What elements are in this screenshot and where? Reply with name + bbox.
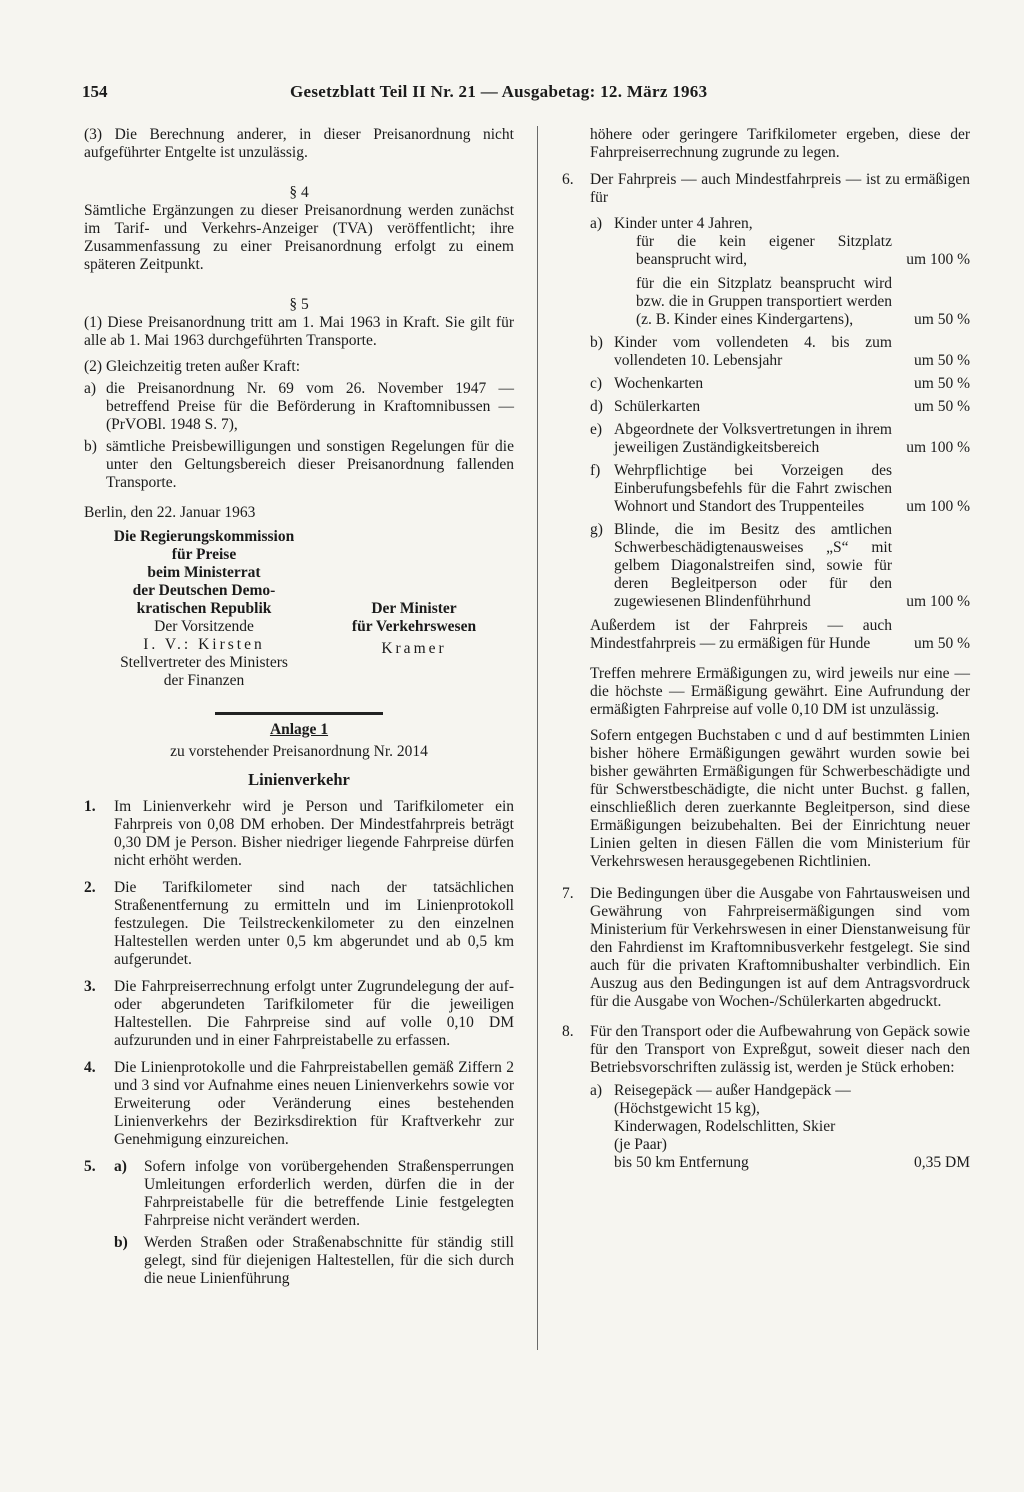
rate-b — [590, 334, 970, 370]
rate-value: um 50 % — [914, 352, 970, 369]
item-8-a-line-4: (je Paar) — [614, 1136, 667, 1153]
item-5-body — [114, 1158, 514, 1288]
item-number: 2. — [84, 879, 96, 896]
rate-c — [590, 375, 970, 393]
fee-distance: bis 50 km Entfernung — [614, 1154, 749, 1171]
item-6 — [562, 171, 970, 871]
rate-g — [590, 521, 970, 611]
item-text: Die Tarifkilometer sind nach der tatsächlichen Straßenentfernung zu ermitteln und im Linienprotokoll festzulegen. Die Teilstreckenkilometer zu den einzelnen Haltestellen werden unter 0,5 km abgerundet und ab 0,5 km aufgerundet. — [114, 879, 514, 968]
item-6-body — [590, 171, 970, 871]
rate-row — [614, 398, 970, 416]
section-5-item-b — [84, 438, 514, 492]
item-number: 7. — [562, 885, 574, 902]
rate-label: a) — [590, 1082, 603, 1099]
item-8-a-body — [614, 1082, 970, 1172]
sig-left-line-9: der Finanzen — [163, 672, 245, 689]
item-8 — [562, 1023, 970, 1172]
item-number: 6. — [562, 171, 574, 188]
rate-label: a) — [590, 215, 603, 232]
item-text: Sofern infolge von vorübergehenden Straßensperrungen Umleitungen erforderlich werden, dürfen die in der Fahrpreistabelle für die betreffende Linie festgelegten Fahrpreise nicht verändert werden. — [144, 1158, 514, 1229]
rate-d — [590, 398, 970, 416]
right-column — [562, 126, 970, 1172]
item-text: Die Bedingungen über die Ausgabe von Fahrtausweisen und Gewährung von Fahrpreisermäßigungen sind vom Ministerium für Verkehrswesen in einer Dienstanweisung für den Fahrdienst im Kraftomnibusverkehr festgelegt. Sie sind auch für die privaten Kraftomnibushalter verbindlich. Ein Auszug aus den Bedingungen ist auf dem Antragsvordruck für die Ausgabe von Wochen-/Schülerkarten abgedruckt. — [590, 885, 970, 1010]
sig-left-line-7: I. V.: Kirsten — [143, 636, 265, 653]
sig-right-line-2: für Verkehrswesen — [351, 618, 477, 635]
rate-label: e) — [590, 421, 603, 438]
sig-left-line-8: Stellvertreter des Ministers — [120, 654, 288, 671]
signature-left — [84, 528, 324, 690]
rate-a-2 — [614, 275, 970, 329]
page-number: 154 — [82, 82, 108, 101]
item-7 — [562, 885, 970, 1011]
rate-text: Wehrpflichtige bei Vorzeigen des Einberufungsbefehls für die Fahrt zwischen Wohnort und Standort des Truppenteiles — [614, 462, 892, 515]
item-text: Die Linienprotokolle und die Fahrpreistabellen gemäß Ziffern 2 und 3 sind vor Aufnahme eines neuen Linienverkehrs sowie vor Erweiterung oder Veränderung eines bestehenden Linienverkehrs der Bezirksdirektion für Kraftverkehr zur Genehmigung einzureichen. — [114, 1059, 514, 1148]
paragraph-sofern: Sofern entgegen Buchstaben c und d auf bestimmten Linien bisher höhere Ermäßigungen gewährt wurden sowie bei bisher gewährten Ermäßigungen für Schwerbeschädigte und für Schwerstbeschädigte, die nicht unter Buchst. g fallen, einschließlich deren zuerkannte Begleitperson, sind diese Ermäßigungen beizubehalten. Bei der Einrichtung neuer Linien gelten in diesen Fällen die vom Ministerium für Verkehrswesen herausgegebenen Richtlinien. — [590, 727, 970, 870]
section-title: Linienverkehr — [248, 770, 350, 789]
section-5-item-a — [84, 380, 514, 434]
annex-title: Anlage 1 — [269, 721, 329, 738]
rate-text: für die kein eigener Sitzplatz beansprucht wird, — [636, 233, 892, 268]
item-8-a-line-2: (Höchstgewicht 15 kg), — [614, 1100, 760, 1117]
list-item — [84, 1059, 514, 1149]
rate-text: Kinder vom vollendeten 4. bis zum vollendeten 10. Lebensjahr — [614, 334, 892, 369]
sig-left-line-5: kratischen Republik — [136, 600, 272, 617]
rate-e — [590, 421, 970, 457]
sig-left-line-6: Der Vorsitzende — [154, 618, 254, 635]
list-item — [84, 978, 514, 1050]
paragraph-treffen: Treffen mehrere Ermäßigungen zu, wird jeweils nur eine — die höchste — Ermäßigung gewährt. Eine Aufrundung der ermäßigten Fahrpreise auf volle 0,10 DM ist unzulässig. — [590, 665, 970, 718]
rate-text: Abgeordnete der Volksvertretungen in ihrem jeweiligen Zuständigkeitsbereich — [614, 421, 892, 456]
item-number: 1. — [84, 798, 96, 815]
sig-left-line-3: beim Ministerrat — [147, 564, 261, 581]
rate-label: c) — [590, 375, 603, 392]
item-8-a — [590, 1082, 970, 1172]
rate-value: um 100 % — [906, 439, 970, 456]
annex-subtitle: zu vorstehender Preisanordnung Nr. 2014 — [170, 743, 428, 760]
rate-value: um 100 % — [906, 498, 970, 515]
rate-a-body — [614, 215, 970, 329]
rate-a-1 — [614, 233, 970, 269]
list-item-5 — [84, 1158, 514, 1288]
signature-right — [314, 600, 514, 658]
item-8-a-line-3: Kinderwagen, Rodelschlitten, Skier — [614, 1118, 836, 1135]
rate-a — [590, 215, 970, 329]
item-number: 3. — [84, 978, 96, 995]
item-5-a — [114, 1158, 514, 1230]
sig-left-line-4: der Deutschen Demo- — [132, 582, 276, 599]
rate-label: d) — [590, 398, 603, 415]
rate-text: Blinde, die im Besitz des amtlichen Schwerbeschädigtenausweises „S“ mit gelbem Diagonalstreifen sind, sowie für deren Begleitperson oder für den zugewiesenen Blindenführhund — [614, 521, 892, 610]
item-label: b) — [114, 1234, 128, 1251]
item-number: 4. — [84, 1059, 96, 1076]
rate-value: um 50 % — [914, 398, 970, 415]
place-date: Berlin, den 22. Januar 1963 — [84, 504, 256, 521]
rate-text: für die ein Sitzplatz beansprucht wird bzw. die in Gruppen transportiert werden (z. B. Kinder eines Kindergartens), — [636, 275, 892, 328]
signature-block — [84, 528, 514, 700]
item-label: a) — [114, 1158, 127, 1175]
rate-row — [614, 334, 970, 370]
item-8-body — [590, 1023, 970, 1172]
rate-label: b) — [590, 334, 603, 351]
item-8-a-line-1: Reisegepäck — außer Handgepäck — — [614, 1082, 851, 1099]
section-4-heading: § 4 — [289, 184, 309, 201]
rate-value: um 50 % — [914, 311, 970, 328]
rate-label: f) — [590, 462, 601, 479]
rate-value: um 100 % — [906, 593, 970, 610]
section-5-para-2: (2) Gleichzeitig treten außer Kraft: — [84, 358, 301, 375]
item-text: sämtliche Preisbewilligungen und sonstigen Regelungen für die unter den Geltungsbereich dieser Preisanordnung fallenden Transporte. — [106, 438, 514, 491]
continued-text: höhere oder geringere Tarifkilometer ergeben, diese der Fahrpreiserrechnung zugrunde zu legen. — [590, 126, 970, 161]
fee-price: 0,35 DM — [914, 1154, 970, 1171]
list-item — [84, 798, 514, 870]
rate-text: Außerdem ist der Fahrpreis — auch Mindestfahrpreis — zu ermäßigen für Hunde — [590, 617, 892, 652]
rate-value: um 50 % — [914, 635, 970, 652]
rate-value: um 100 % — [906, 251, 970, 268]
rate-row — [614, 462, 970, 516]
sig-right-line-1: Der Minister — [371, 600, 457, 617]
rate-dogs — [590, 617, 970, 653]
rate-value: um 50 % — [914, 375, 970, 392]
sig-left-line-2: für Preise — [171, 546, 237, 563]
page-header — [82, 82, 972, 110]
item-8-intro: Für den Transport oder die Aufbewahrung von Gepäck sowie für den Transport von Expreßgut, soweit dieser nach den Betriebsvorschriften zulässig ist, werden je Stück erhoben: — [590, 1023, 970, 1076]
item-label: b) — [84, 438, 97, 455]
list-item — [84, 879, 514, 969]
rate-text: Schülerkarten — [614, 398, 701, 415]
rate-row — [614, 521, 970, 611]
sig-right-line-3: Kramer — [381, 640, 447, 657]
section-4-text: Sämtliche Ergänzungen zu dieser Preisanordnung werden zunächst im Tarif- und Verkehrs-Anzeiger (TVA) veröffentlicht; ihre Zusammenfassung zu einer Preisanordnung erfolgt zu einem späteren Zeitpunkt. — [84, 202, 514, 273]
item-text: Die Fahrpreiserrechnung erfolgt unter Zugrundelegung der auf- oder abgerundeten Tarifkilometer für die jeweiligen Haltestellen. Die Fahrpreise sind auf volle 0,10 DM aufzurunden und in einer Fahrpreistabelle zu erfassen. — [114, 978, 514, 1049]
item-number: 5. — [84, 1158, 96, 1175]
item-number: 8. — [562, 1023, 574, 1040]
column-divider — [537, 126, 538, 1350]
section-5-heading: § 5 — [289, 296, 309, 313]
rate-row — [614, 421, 970, 457]
section-5-para-1: (1) Diese Preisanordnung tritt am 1. Mai 1963 in Kraft. Sie gilt für alle ab 1. Mai 1963 durchgeführten Transporte. — [84, 314, 514, 349]
item-label: a) — [84, 380, 97, 397]
header-title: Gesetzblatt Teil II Nr. 21 — Ausgabetag: 12. März 1963 — [290, 82, 708, 101]
fee-row — [614, 1154, 970, 1172]
left-column — [84, 126, 514, 1288]
item-6-intro: Der Fahrpreis — auch Mindestfahrpreis — ist zu ermäßigen für — [590, 171, 970, 206]
item-5-b — [114, 1234, 514, 1288]
horizontal-rule — [215, 712, 383, 715]
item-text: die Preisanordnung Nr. 69 vom 26. November 1947 — betreffend Preise für die Beförderung in Kraftomnibussen — (PrVOBl. 1948 S. 7), — [106, 380, 514, 433]
rate-f — [590, 462, 970, 516]
paragraph-3: (3) Die Berechnung anderer, in dieser Preisanordnung nicht aufgeführter Entgelte ist unzulässig. — [84, 126, 514, 161]
item-text: Werden Straßen oder Straßenabschnitte für ständig still gelegt, sind für diejenigen Haltestellen, für die sich durch die neue Linienführung — [144, 1234, 514, 1287]
rate-a-title: Kinder unter 4 Jahren, — [614, 215, 753, 232]
item-text: Im Linienverkehr wird je Person und Tarifkilometer ein Fahrpreis von 0,08 DM erhoben. Der Mindestfahrpreis beträgt 0,30 DM je Person. Bisher niedriger liegende Fahrpreise dürfen nicht erhöht werden. — [114, 798, 514, 869]
sig-left-line-1: Die Regierungskommission — [113, 528, 295, 545]
rate-label: g) — [590, 521, 603, 538]
rate-text: Wochenkarten — [614, 375, 704, 392]
rate-row — [614, 375, 970, 393]
